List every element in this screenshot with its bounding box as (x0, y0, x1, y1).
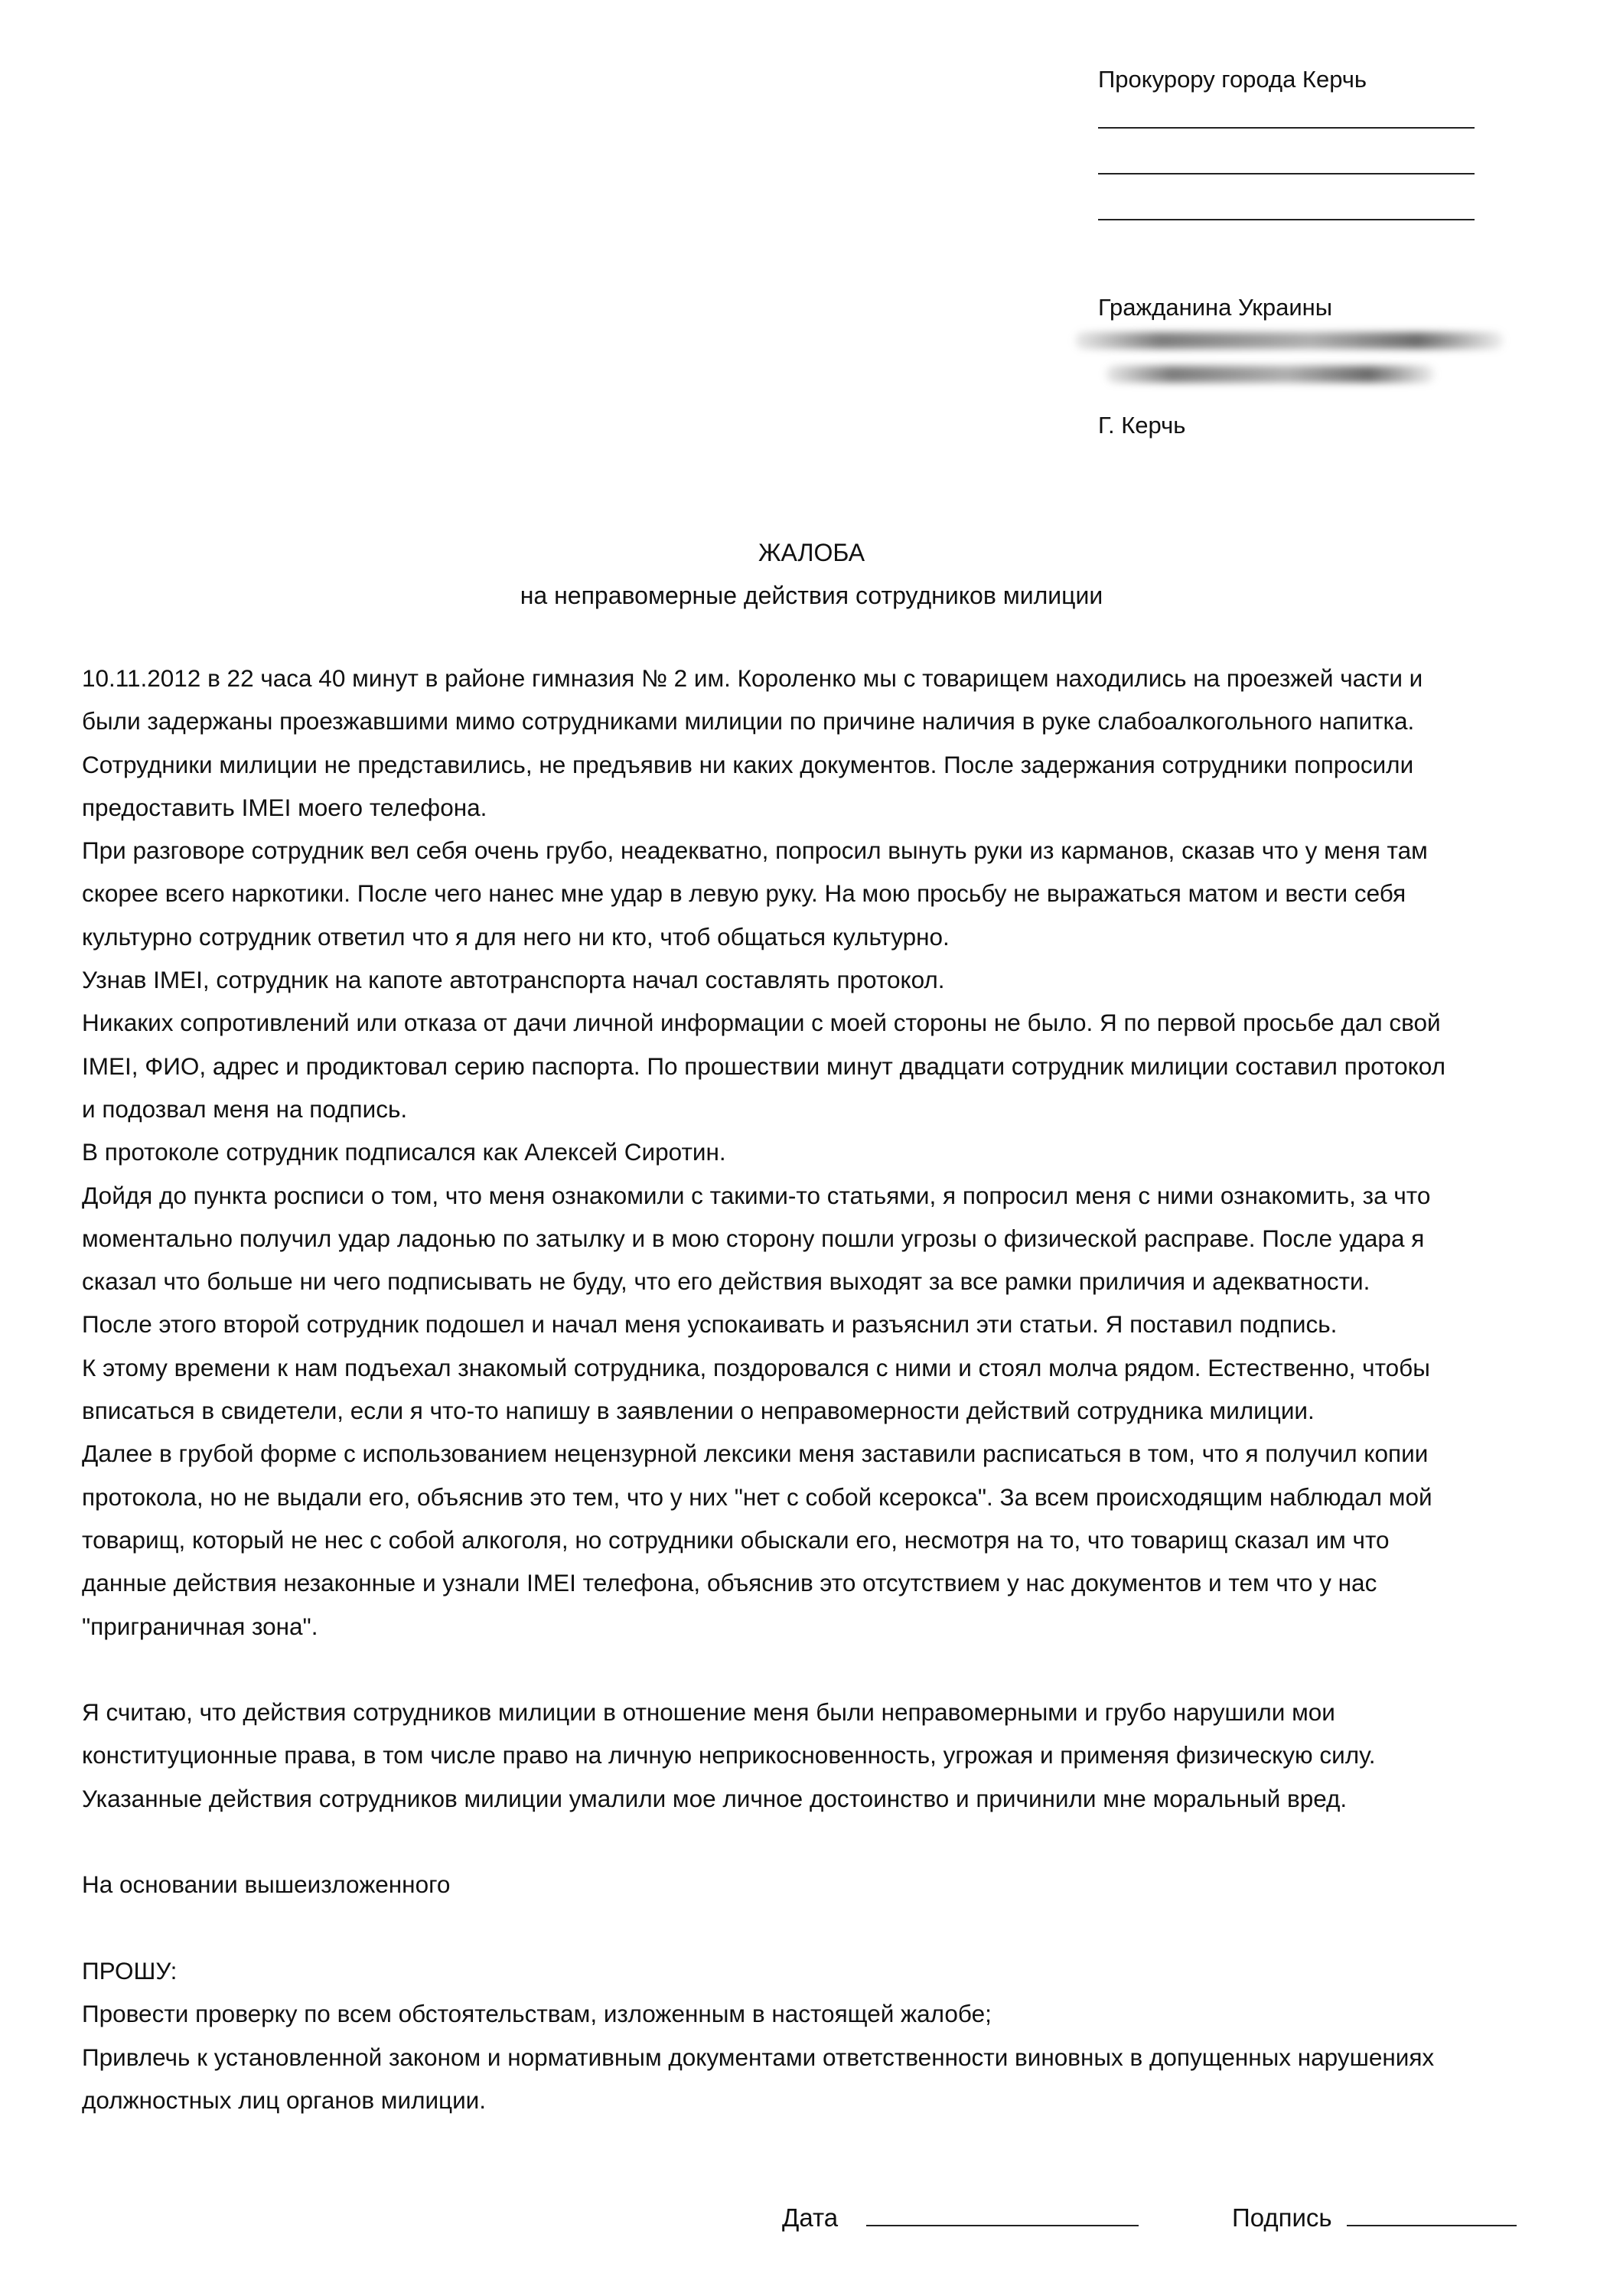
paragraph-gap (82, 1906, 1566, 1949)
redacted-name-blur (1098, 323, 1527, 363)
document-subtitle: на неправомерные действия сотрудников милиции (520, 582, 1103, 609)
signature-field (1232, 2201, 1517, 2235)
recipient-to: Прокурору города Керчь (1098, 66, 1367, 93)
body-line: должностных лиц органов милиции. (82, 2086, 487, 2114)
body-line: сказал что больше ни чего подписывать не буду, что его действия выходят за все рамки приличия и адекватности. (82, 1267, 1370, 1296)
date-label: Дата (782, 2203, 839, 2232)
body-line: скорее всего наркотики. После чего нанес мне удар в левую руку. На мою просьбу не выражаться матом и вести себя (82, 879, 1406, 908)
body-line: Дойдя до пункта росписи о том, что меня ознакомили с такими-то статьями, я попросил меня с ними ознакомить, за что (82, 1181, 1431, 1209)
recipient-blank-line-3 (1098, 188, 1527, 234)
recipient-block (1098, 64, 1527, 441)
body-line: моментально получил удар ладонью по затылку и в мою сторону пошли угрозы о физической расправе. После удара я (82, 1224, 1425, 1252)
body-line: предоставить IMEI моего телефона. (82, 793, 487, 821)
sender-city: Г. Керчь (1098, 412, 1186, 439)
body-line: протокола, но не выдали его, объяснив это тем, что у них "нет с собой ксерокса". За всем происходящим наблюдал мой (82, 1482, 1432, 1511)
body-line: вписаться в свидетели, если я что-то напишу в заявлении о неправомерности действий сотрудника милиции. (82, 1397, 1315, 1425)
sender-citizenship: Гражданина Украины (1098, 294, 1333, 321)
body-line: ПРОШУ: (82, 1956, 178, 1985)
body-line: Указанные действия сотрудников милиции умалили мое личное достоинство и причинили мне моральный вред. (82, 1784, 1348, 1812)
body-line: были задержаны проезжавшими мимо сотрудниками милиции по причине наличия в руке слабоалкогольного напитка. (82, 707, 1415, 735)
body-line: После этого второй сотрудник подошел и начал меня успокаивать и разъяснил эти статьи. Я поставил подпись. (82, 1310, 1338, 1339)
date-blank-line (866, 2202, 1139, 2226)
body-line: К этому времени к нам подъехал знакомый сотрудника, поздоровался с ними и стоял молча рядом. Естественно, чтобы (82, 1353, 1430, 1381)
body-line: товарищ, который не нес с собой алкоголя, но сотрудники обыскали его, несмотря на то, что товарищ сказал им что (82, 1525, 1390, 1554)
complaint-body (82, 657, 1566, 2122)
body-line: IMEI, ФИО, адрес и продиктовал серию паспорта. По прошествии минут двадцати сотрудник милиции составил протокол (82, 1052, 1445, 1080)
body-line: На основании вышеизложенного (82, 1870, 451, 1899)
recipient-blank-line-2 (1098, 142, 1527, 188)
redacted-address-blur (1098, 363, 1527, 396)
body-line: Я считаю, что действия сотрудников милиции в отношение меня были неправомерными и грубо нарушили мои (82, 1698, 1335, 1727)
body-line: Никаких сопротивлений или отказа от дачи личной информации с моей стороны не было. Я по первой просьбе дал свой (82, 1009, 1441, 1037)
body-line: "приграничная зона". (82, 1612, 318, 1640)
body-line: конституционные права, в том числе право на личную неприкосновенность, угрожая и применяя физическую силу. (82, 1741, 1376, 1769)
signature-label: Подпись (1232, 2203, 1332, 2232)
document-title: ЖАЛОБА (758, 539, 865, 566)
body-line: В протоколе сотрудник подписался как Алексей Сиротин. (82, 1138, 726, 1166)
title-block (0, 531, 1623, 617)
paragraph-gap (82, 1820, 1566, 1863)
signature-blank-line (1347, 2202, 1517, 2226)
body-line: Провести проверку по всем обстоятельствам, изложенным в настоящей жалобе; (82, 2000, 992, 2028)
body-line: При разговоре сотрудник вел себя очень грубо, неадекватно, попросил вынуть руки из карманов, сказав что у меня там (82, 837, 1428, 865)
body-line: Привлечь к установленной законом и нормативным документами ответственности виновных в допущенных нарушениях (82, 2043, 1435, 2071)
body-line: культурно сотрудник ответил что я для него ни кто, чтоб общаться культурно. (82, 922, 950, 951)
body-line: 10.11.2012 в 22 часа 40 минут в районе гимназия № 2 им. Короленко мы с товарищем находились на проезжей части и (82, 664, 1423, 692)
body-line: Сотрудники милиции не представились, не предъявив ни каких документов. После задержания сотрудники попросили (82, 750, 1414, 778)
body-line: Далее в грубой форме с использованием нецензурной лексики меня заставили расписаться в том, что я получил копии (82, 1440, 1429, 1468)
body-line: Узнав IMEI, сотрудник на капоте автотранспорта начал составлять протокол. (82, 966, 945, 994)
date-field (782, 2201, 1139, 2235)
recipient-blank-line-1 (1098, 95, 1527, 142)
paragraph-gap (82, 1648, 1566, 1691)
body-line: данные действия незаконные и узнали IMEI телефона, объяснив это отсутствием у нас документов и тем что у нас (82, 1569, 1377, 1597)
body-line: и подозвал меня на подпись. (82, 1094, 408, 1123)
